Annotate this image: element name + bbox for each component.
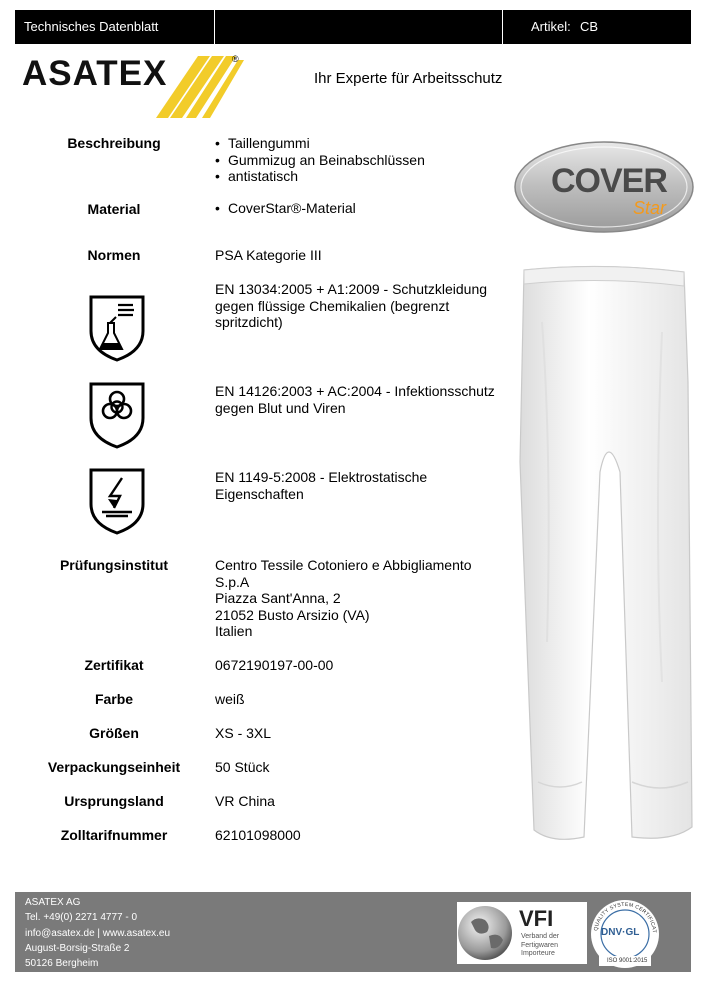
label-groessen: Größen (89, 725, 139, 741)
label-verpackungseinheit: Verpackungseinheit (47, 759, 181, 775)
dnv-gl-certification-seal (585, 894, 665, 970)
verpackungseinheit-value: 50 Stück (215, 759, 270, 775)
article-value: CB (580, 19, 599, 34)
company-address (25, 895, 170, 971)
farbe-value: weiß (215, 691, 245, 707)
company-city: 50126 Bergheim (25, 958, 99, 970)
address-line: Italien (215, 623, 253, 639)
address-line: S.p.A (215, 573, 250, 590)
zertifikat-value: 0672190197-00-00 (215, 657, 334, 673)
beschreibung-list (215, 135, 425, 185)
list-item: • Gummizug an Beinabschlüssen (215, 152, 425, 169)
biohazard-icon (86, 380, 148, 450)
vfi-subtitle (521, 933, 559, 959)
list-item: • antistatisch (215, 168, 425, 185)
label-material: Material (87, 201, 141, 217)
coverstar-logo (513, 140, 695, 235)
footer (15, 892, 691, 972)
header-divider (502, 10, 503, 44)
label-farbe: Farbe (94, 691, 134, 707)
vfi-title: VFI (519, 906, 554, 931)
coverstar-star-text: Star (633, 198, 667, 218)
address-line: 21052 Busto Arsizio (VA) (215, 606, 370, 623)
electrostatic-icon (86, 466, 148, 536)
ursprungsland-value: VR China (215, 793, 275, 809)
label-zolltarifnummer: Zolltarifnummer (60, 827, 168, 843)
vfi-line: Verband der (521, 933, 560, 940)
material-list (215, 200, 356, 217)
standard-en14126: EN 14126:2003 + AC:2004 - Infektionsschutz gegen Blut und Viren (215, 383, 495, 416)
coverstar-cover-text: COVER (551, 162, 667, 200)
product-pants-image (512, 262, 694, 847)
label-ursprungsland: Ursprungsland (64, 793, 164, 809)
label-zertifikat: Zertifikat (84, 657, 144, 673)
vfi-line: Fertigwaren (521, 941, 558, 949)
vfi-logo (457, 902, 587, 964)
pruefungsinstitut-address (215, 557, 472, 640)
registered-mark: ® (232, 54, 239, 64)
address-line: Piazza Sant'Anna, 2 (215, 590, 341, 606)
label-normen: Normen (87, 247, 141, 263)
normen-value: PSA Kategorie III (215, 247, 322, 263)
logo-text: ASATEX (22, 54, 168, 93)
iso-text: ISO 9001:2015 (607, 958, 648, 964)
globe-icon (457, 902, 513, 964)
vfi-line: Importeure (521, 950, 555, 957)
groessen-value: XS - 3XL (215, 725, 272, 741)
slogan: Ihr Experte für Arbeitsschutz (314, 70, 503, 87)
header-bar (15, 10, 691, 44)
header-divider (214, 10, 215, 44)
standard-en13034: EN 13034:2005 + A1:2009 - Schutzkleidung gegen flüssige Chemikalien (begrenzt spritzdicht) (215, 281, 488, 330)
article-label: Artikel: (531, 19, 571, 34)
label-pruefungsinstitut: Prüfungsinstitut (59, 557, 169, 573)
label-beschreibung: Beschreibung (67, 135, 161, 151)
standard-en1149: EN 1149-5:2008 - Elektrostatische Eigenschaften (215, 469, 428, 502)
company-street: August-Borsig-Straße 2 (25, 942, 130, 954)
company-name: ASATEX AG (25, 897, 81, 908)
document-type: Technisches Datenblatt (24, 19, 159, 34)
chemical-protection-icon (86, 293, 148, 363)
cert-arc-text: QUALITY SYSTEM CERTIFICAT (593, 901, 658, 934)
zolltarifnummer-value: 62101098000 (215, 827, 301, 843)
list-item: • CoverStar®-Material (215, 200, 356, 217)
dnv-gl-text: DNV·GL (601, 927, 640, 938)
list-item: • Taillengummi (215, 135, 425, 152)
company-phone: Tel. +49(0) 2271 4777 - 0 (25, 912, 138, 924)
asatex-logo (20, 52, 250, 122)
address-line: Centro Tessile Cotoniero e Abbigliamento (215, 557, 472, 573)
company-contact: info@asatex.de | www.asatex.eu (25, 927, 171, 939)
